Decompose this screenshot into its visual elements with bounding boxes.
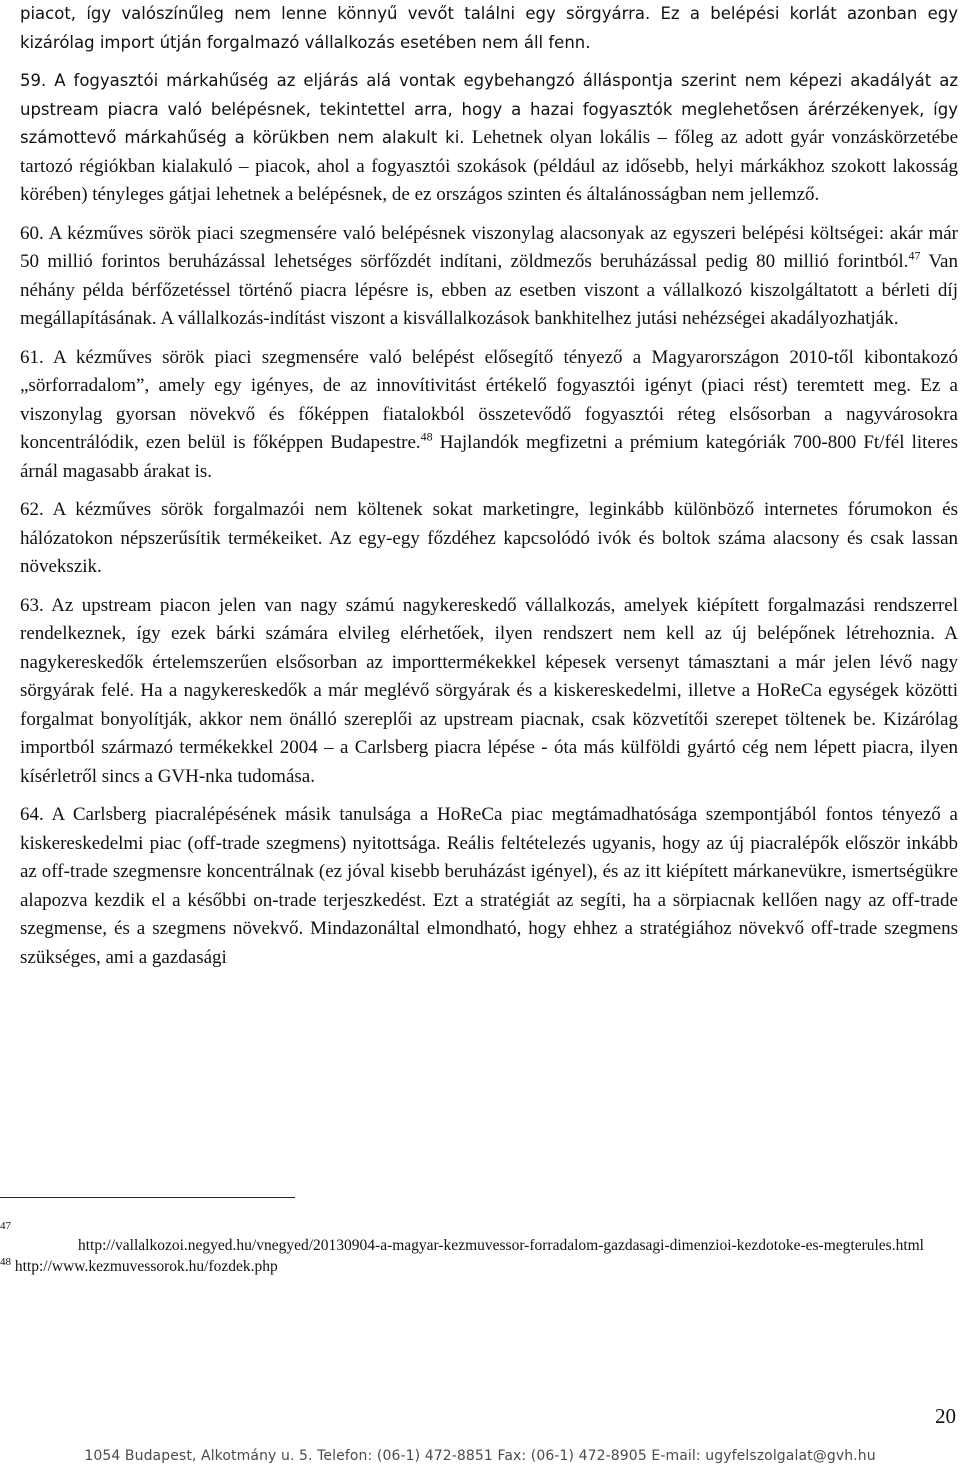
paragraph-number: 60. (20, 222, 44, 244)
paragraph-61 (20, 344, 958, 487)
paragraph-text: Hajlandók megfizetni a prémium kategóriák 700-800 Ft/fél literes árnál magasabb árakat is. (20, 432, 959, 482)
footnote-marker: 48 (0, 1255, 11, 1268)
page-number: 20 (935, 1404, 956, 1428)
footnote-ref-47[interactable]: 47 (908, 248, 921, 263)
footnotes (0, 1220, 958, 1277)
paragraph-number: 63. (20, 594, 44, 616)
footer-address: 1054 Budapest, Alkotmány u. 5. Telefon: (06-1) 472-8851 Fax: (06-1) 472-8905 E-mail: ugyfelszolgalat@gvh.hu (84, 1448, 876, 1464)
paragraph-64 (20, 801, 958, 972)
paragraph-text: Van néhány példa bérfőzetéssel történő piacra lépésre is, ebben az esetben viszont a vállalkozó kiszolgáltatott a bérleti díj megállapításának. A vállalkozás-indítást viszont a kisvállalkozások bankhitelhez jutási nehézségei akadályozhatják. (20, 251, 958, 329)
footnote-divider (0, 1197, 295, 1198)
paragraph-text: piacot, így valószínűleg nem lenne könnyű vevőt találni egy sörgyárra. Ez a belépési korlát azonban egy kizárólag import útján forgalmazó vállalkozás esetében nem áll fenn. (20, 4, 958, 52)
paragraph-59 (20, 67, 958, 210)
paragraph-number: 59. (20, 71, 47, 90)
footnote-48 (0, 1256, 958, 1277)
paragraph-text: A kézműves sörök piaci szegmensére való belépésnek viszonylag alacsonyak az egyszeri belépési költségei: akár már 50 millió forintos beruházással lehetséges sörfőzdét indítani, zöldmezős beruházással pedig 80 millió forintból. (20, 222, 958, 272)
footnote-link[interactable]: http://www.kezmuvessorok.hu/fozdek.php (14, 1258, 278, 1275)
footnote-marker: 47 (0, 1219, 11, 1232)
body-text (20, 0, 958, 982)
footnote-47-text (0, 1235, 958, 1256)
paragraph-continuation (20, 0, 958, 57)
paragraph-number: 64. (20, 804, 44, 825)
paragraph-62 (20, 496, 958, 582)
paragraph-text: Az upstream piacon jelen van nagy számú nagykereskedő vállalkozás, amelyek kiépített forgalmazási rendszerrel rendelkeznek, így ezek bárki számára elvileg elérhetőek, ilyen rendszert nem kell az új belépőnek létrehoznia. A nagykereskedők értelemszerűen elsősorban az importtermékekkel képesek versenyt támasztani a már jelen lévő nagy sörgyárak felé. Ha a nagykereskedők a már meglévő sörgyárak és a kiskereskedelmi, illetve a HoReCa egységek közötti forgalmat bonyolítják, akkor nem önálló szereplői az upstream piacnak, csak közvetítői szerepet töltenek be. Kizárólag importból származó termékekkel 2004 – a Carlsberg piacra lépése - óta más külföldi gyártó cég nem lépett piacra, ilyen kísérletről sincs a GVH-nka tudomása. (20, 594, 958, 787)
paragraph-text: A kézműves sörök forgalmazói nem költenek sokat marketingre, leginkább különböző internetes fórumokon és hálózatokon népszerűsítik termékeiket. Az egy-egy főzdéhez kapcsolódó ivók és boltok száma alacsony és csak lassan növekszik. (20, 499, 958, 577)
paragraph-63 (20, 592, 958, 792)
paragraph-text: A Carlsberg piacralépésének másik tanulsága a HoReCa piac megtámadhatósága szempontjából fontos tényező a kiskereskedelmi piac (off-trade szegmens) nyitottsága. Reális feltételezés ugyanis, hogy az új piacralépők először inkább az off-trade szegmensre koncentrálnak (ez jóval kisebb beruházást igényel), és az itt kiépített márkanevükre, ismertségükre alapozva kezdik el a későbbi on-trade terjeszkedést. Ezt a stratégiát az segíti, ha a sörpiacnak kellően nagy az off-trade szegmense, és a szegmens növekvő. Mindazonáltal elmondható, hogy ehhez a stratégiához növekvő off-trade szegmens szükséges, ami a gazdasági (20, 804, 958, 968)
paragraph-number: 62. (20, 499, 44, 520)
paragraph-text: A fogyasztói márkahűség az eljárás alá vontak egybehangzó álláspontja szerint nem képezi akadályát az upstream piacra való belépésnek, tekintettel arra, hogy a hazai fogyasztók meglehetősen árérzékenyek, így számottevő márkahűség a körükben nem alakult ki. (20, 71, 958, 147)
paragraph-60 (20, 220, 958, 334)
paragraph-text: Lehetnek olyan lokális – főleg az adott gyár vonzáskörzetébe tartozó régiókban kialakuló – piacok, ahol a fogyasztói szokások (például az idősebb, helyi márkákhoz szokott lakosság körében) tényleges gátjai lehetnek a belépésnek, de ez országos szinten és általánosságban nem jellemző. (20, 127, 958, 205)
footnote-link[interactable]: http://vallalkozoi.negyed.hu/vnegyed/20130904-a-magyar-kezmuvessor-forradalom-gazdasagi-dimenzioi-kezdotoke-es-megterules.html (78, 1237, 924, 1254)
paragraph-text: A kézműves sörök piaci szegmensére való belépést elősegítő tényező a Magyarországon 2010-től kibontakozó „sörforradalom”, amely egy igényes, de az innovítivitást értékelő fogyasztói igényt (piaci rést) teremtett meg. Ez a viszonylag gyorsan növekvő és főképpen fiatalokból összetevődő fogyasztói réteg elsősorban a nagyvárosokra koncentrálódik, ezen belül is főképpen Budapestre. (20, 346, 958, 453)
footnote-ref-48[interactable]: 48 (420, 429, 433, 444)
paragraph-number: 61. (20, 346, 44, 368)
